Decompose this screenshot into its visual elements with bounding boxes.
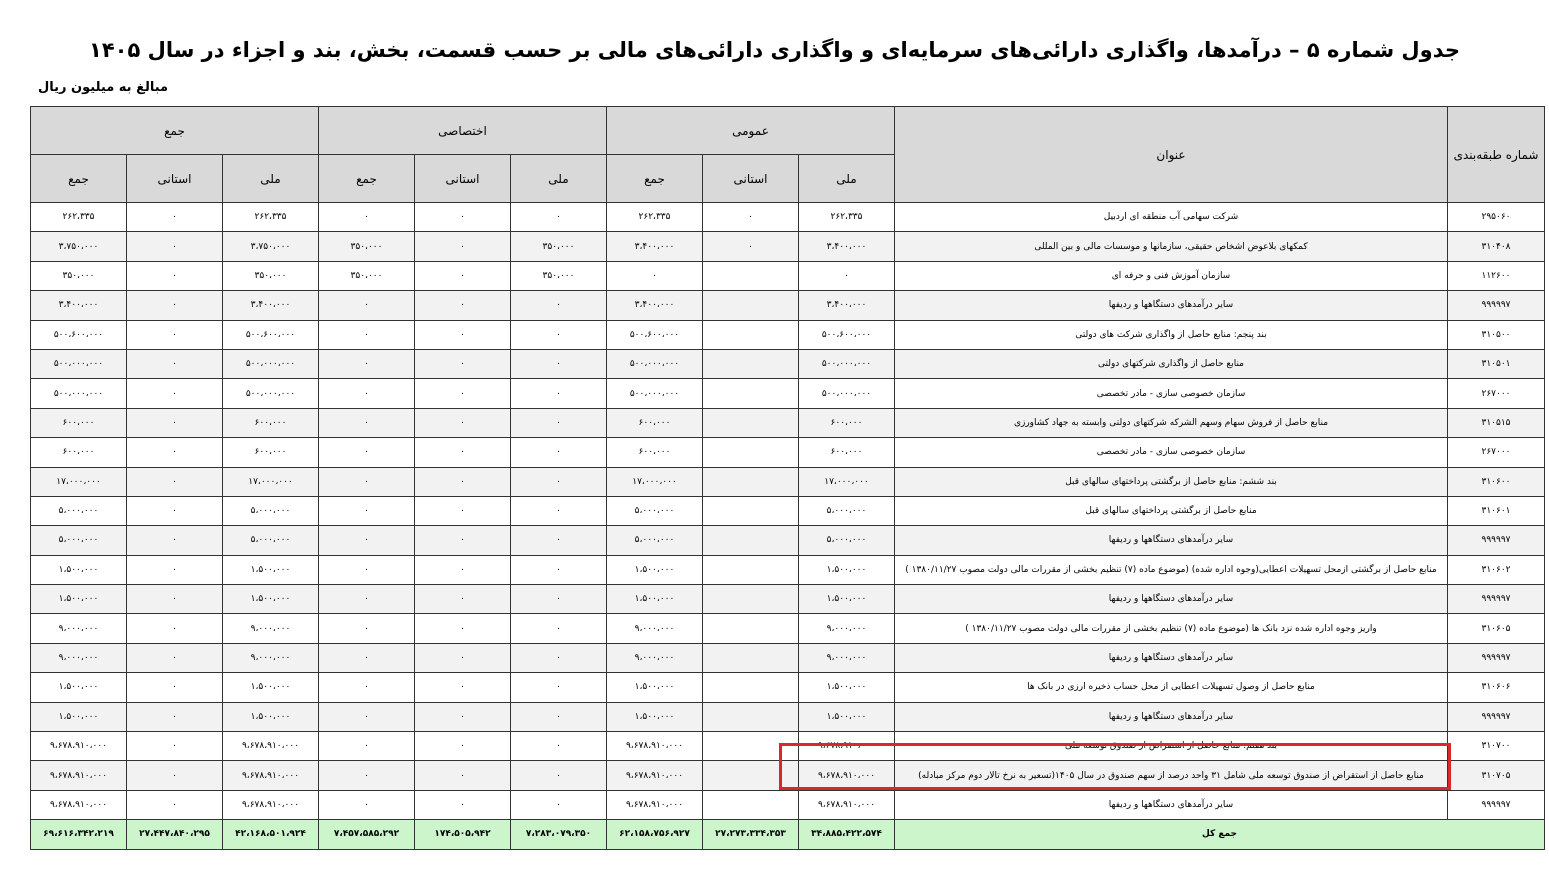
row-value: ۰ <box>703 232 799 261</box>
row-code: ۲۶۷۰۰۰ <box>1448 438 1545 467</box>
row-value: ۰ <box>127 585 223 614</box>
row-value: ۰ <box>511 379 607 408</box>
row-value: ۰ <box>511 203 607 232</box>
row-title: سایر درآمدهای دستگاهها و ردیفها <box>895 291 1448 320</box>
row-value: ۰ <box>607 261 703 290</box>
header-sub-total: جمع <box>31 155 127 203</box>
row-value: ۲۶۲،۳۳۵ <box>223 203 319 232</box>
row-value: ۳،۴۰۰،۰۰۰ <box>31 291 127 320</box>
row-value: ۱،۵۰۰،۰۰۰ <box>607 555 703 584</box>
row-value: ۱،۵۰۰،۰۰۰ <box>607 702 703 731</box>
table-row <box>31 467 1545 496</box>
row-value: ۵۰۰،۶۰۰،۰۰۰ <box>607 320 703 349</box>
row-value: ۰ <box>415 438 511 467</box>
header-group-total: جمع <box>31 107 319 155</box>
row-value: ۰ <box>511 467 607 496</box>
row-value: ۹،۰۰۰،۰۰۰ <box>223 614 319 643</box>
header-title: عنوان <box>895 107 1448 203</box>
row-value: ۰ <box>415 614 511 643</box>
row-value: ۹،۰۰۰،۰۰۰ <box>607 643 703 672</box>
table-row <box>31 761 1545 790</box>
row-code: ۳۱۰۶۰۱ <box>1448 496 1545 525</box>
row-value: ۹،۶۷۸،۹۱۰،۰۰۰ <box>607 732 703 761</box>
row-title: منابع حاصل از استقراض از صندوق توسعه ملی شامل ۳۱ واحد درصد از سهم صندوق در سال ۱۴۰۵(تسعیر به نرخ تالار دوم مرکز مبادله) <box>895 761 1448 790</box>
row-code: ۳۱۰۶۰۲ <box>1448 555 1545 584</box>
row-title: بند هفتم: منابع حاصل از استقراض از صندوق توسعه ملی <box>895 732 1448 761</box>
row-value: ۵،۰۰۰،۰۰۰ <box>223 526 319 555</box>
row-value: ۰ <box>319 291 415 320</box>
table-row <box>31 673 1545 702</box>
table-row <box>31 496 1545 525</box>
row-value: ۳۵۰،۰۰۰ <box>319 261 415 290</box>
row-value: ۳۵۰،۰۰۰ <box>223 261 319 290</box>
row-value: ۵،۰۰۰،۰۰۰ <box>799 496 895 525</box>
row-value: ۰ <box>319 408 415 437</box>
row-value: ۳،۴۰۰،۰۰۰ <box>799 232 895 261</box>
row-value: ۱،۵۰۰،۰۰۰ <box>799 585 895 614</box>
table-row <box>31 585 1545 614</box>
row-value <box>703 526 799 555</box>
table-row <box>31 438 1545 467</box>
row-value: ۰ <box>319 790 415 819</box>
row-value: ۶۰۰،۰۰۰ <box>31 408 127 437</box>
row-value: ۰ <box>511 702 607 731</box>
row-value: ۰ <box>319 496 415 525</box>
row-value: ۰ <box>415 585 511 614</box>
row-value: ۰ <box>703 203 799 232</box>
row-value: ۵۰۰،۰۰۰،۰۰۰ <box>799 379 895 408</box>
table-row <box>31 232 1545 261</box>
row-value: ۰ <box>415 761 511 790</box>
total-value: ۷،۴۵۷،۵۸۵،۲۹۲ <box>319 820 415 849</box>
total-value: ۳۴،۸۸۵،۴۲۲،۵۷۴ <box>799 820 895 849</box>
row-value: ۰ <box>319 673 415 702</box>
page-title: جدول شماره ۵ – درآمدها، واگذاری دارائی‌های سرمایه‌ای و واگذاری دارائی‌های مالی بر حسب قسمت، بخش، بند و اجزاء در سال ۱۴۰۵ <box>89 38 1460 62</box>
table-row <box>31 291 1545 320</box>
total-value: ۶۲،۱۵۸،۷۵۶،۹۲۷ <box>607 820 703 849</box>
row-value: ۰ <box>511 349 607 378</box>
row-title: سازمان خصوصی سازی - مادر تخصصی <box>895 379 1448 408</box>
row-value: ۲۶۲،۳۳۵ <box>799 203 895 232</box>
row-value: ۳۵۰،۰۰۰ <box>31 261 127 290</box>
table-row <box>31 379 1545 408</box>
header-sub-national: ملی <box>223 155 319 203</box>
row-value: ۰ <box>127 555 223 584</box>
row-value: ۱،۵۰۰،۰۰۰ <box>799 702 895 731</box>
row-value: ۱۷،۰۰۰،۰۰۰ <box>31 467 127 496</box>
row-value: ۰ <box>511 673 607 702</box>
row-value: ۵۰۰،۰۰۰،۰۰۰ <box>799 349 895 378</box>
total-row <box>31 820 1545 849</box>
row-title: منابع حاصل از برگشتی ازمحل تسهیلات اعطایی(وجوه اداره شده) (موضوع ماده (۷) تنظیم بخشی از مقررات مالی دولت مصوب ۱۳۸۰/۱۱/۲۷ ) <box>895 555 1448 584</box>
row-value: ۰ <box>127 496 223 525</box>
row-title: بند پنجم: منابع حاصل از واگذاری شرکت های دولتی <box>895 320 1448 349</box>
row-value: ۰ <box>319 555 415 584</box>
row-value: ۰ <box>127 232 223 261</box>
row-value: ۰ <box>511 555 607 584</box>
row-value: ۵۰۰،۰۰۰،۰۰۰ <box>223 349 319 378</box>
row-value: ۰ <box>511 526 607 555</box>
row-value: ۰ <box>415 790 511 819</box>
row-value: ۰ <box>127 408 223 437</box>
row-value: ۰ <box>415 349 511 378</box>
row-value: ۰ <box>511 320 607 349</box>
row-value: ۹،۶۷۸،۹۱۰،۰۰۰ <box>223 761 319 790</box>
row-value: ۰ <box>127 702 223 731</box>
row-title: سایر درآمدهای دستگاهها و ردیفها <box>895 526 1448 555</box>
row-value: ۰ <box>319 320 415 349</box>
row-value: ۰ <box>511 761 607 790</box>
row-value: ۹،۶۷۸،۹۱۰،۰۰۰ <box>799 761 895 790</box>
row-value: ۰ <box>319 702 415 731</box>
row-code: ۲۶۷۰۰۰ <box>1448 379 1545 408</box>
row-value: ۲۶۲،۳۳۵ <box>31 203 127 232</box>
row-value: ۰ <box>319 761 415 790</box>
row-value: ۹،۶۷۸،۹۱۰،۰۰۰ <box>607 761 703 790</box>
row-value: ۰ <box>415 555 511 584</box>
row-value: ۰ <box>415 467 511 496</box>
row-value: ۹،۶۷۸،۹۱۰،۰۰۰ <box>31 732 127 761</box>
row-value: ۰ <box>319 585 415 614</box>
row-value <box>703 585 799 614</box>
table-row <box>31 349 1545 378</box>
total-value: ۲۷،۲۷۳،۳۳۴،۳۵۳ <box>703 820 799 849</box>
row-value: ۰ <box>127 526 223 555</box>
row-value <box>703 379 799 408</box>
row-value: ۶۰۰،۰۰۰ <box>799 438 895 467</box>
row-title: منابع حاصل از وصول تسهیلات اعطایی از محل حساب ذخیره ارزی در بانک ها <box>895 673 1448 702</box>
row-value: ۱،۵۰۰،۰۰۰ <box>223 673 319 702</box>
table-row <box>31 555 1545 584</box>
row-value: ۳،۴۰۰،۰۰۰ <box>607 232 703 261</box>
row-value: ۳،۴۰۰،۰۰۰ <box>799 291 895 320</box>
row-title: منابع حاصل از واگذاری شرکتهای دولتی <box>895 349 1448 378</box>
budget-table <box>30 106 1545 850</box>
header-sub-provincial: استانی <box>703 155 799 203</box>
row-value: ۳۵۰،۰۰۰ <box>511 261 607 290</box>
total-value: ۱۷۴،۵۰۵،۹۴۲ <box>415 820 511 849</box>
row-value: ۰ <box>319 438 415 467</box>
total-value: ۶۹،۶۱۶،۳۴۲،۲۱۹ <box>31 820 127 849</box>
row-code: ۳۱۰۶۰۰ <box>1448 467 1545 496</box>
row-value: ۵۰۰،۰۰۰،۰۰۰ <box>31 379 127 408</box>
row-value: ۰ <box>511 496 607 525</box>
row-value: ۱،۵۰۰،۰۰۰ <box>31 585 127 614</box>
row-value <box>703 673 799 702</box>
row-code: ۳۱۰۶۰۵ <box>1448 614 1545 643</box>
row-value: ۱،۵۰۰،۰۰۰ <box>223 555 319 584</box>
row-code: ۳۱۰۶۰۶ <box>1448 673 1545 702</box>
row-value: ۹،۰۰۰،۰۰۰ <box>799 614 895 643</box>
header-code: شماره طبقه‌بندی <box>1448 107 1545 203</box>
row-value: ۰ <box>415 673 511 702</box>
row-code: ۹۹۹۹۹۷ <box>1448 291 1545 320</box>
row-code: ۳۱۰۷۰۰ <box>1448 732 1545 761</box>
row-value: ۰ <box>127 203 223 232</box>
row-value: ۶۰۰،۰۰۰ <box>607 438 703 467</box>
row-value: ۰ <box>127 379 223 408</box>
row-value: ۱۷،۰۰۰،۰۰۰ <box>607 467 703 496</box>
row-code: ۳۱۰۵۰۰ <box>1448 320 1545 349</box>
row-value: ۰ <box>511 614 607 643</box>
row-value <box>703 496 799 525</box>
row-value: ۰ <box>127 732 223 761</box>
row-value: ۱،۵۰۰،۰۰۰ <box>31 702 127 731</box>
row-value: ۹،۰۰۰،۰۰۰ <box>607 614 703 643</box>
row-value: ۰ <box>319 203 415 232</box>
table-row <box>31 320 1545 349</box>
row-value: ۰ <box>319 467 415 496</box>
header-sub-provincial: استانی <box>127 155 223 203</box>
row-value: ۹،۰۰۰،۰۰۰ <box>223 643 319 672</box>
table-row <box>31 203 1545 232</box>
unit-note: مبالغ به میلیون ریال <box>38 80 169 95</box>
row-value: ۰ <box>415 526 511 555</box>
row-value: ۱۷،۰۰۰،۰۰۰ <box>223 467 319 496</box>
table-row <box>31 261 1545 290</box>
row-value <box>703 643 799 672</box>
row-value: ۰ <box>415 643 511 672</box>
row-value: ۶۰۰،۰۰۰ <box>799 408 895 437</box>
row-value: ۰ <box>415 232 511 261</box>
table-row <box>31 408 1545 437</box>
row-code: ۳۱۰۵۰۱ <box>1448 349 1545 378</box>
table-row <box>31 702 1545 731</box>
row-code: ۲۹۵۰۶۰ <box>1448 203 1545 232</box>
row-code: ۳۱۰۵۱۵ <box>1448 408 1545 437</box>
row-value <box>703 408 799 437</box>
row-value: ۵۰۰،۶۰۰،۰۰۰ <box>31 320 127 349</box>
row-code: ۳۱۰۷۰۵ <box>1448 761 1545 790</box>
row-value: ۱۷،۰۰۰،۰۰۰ <box>799 467 895 496</box>
row-value: ۰ <box>127 320 223 349</box>
row-value: ۹،۶۷۸،۹۱۰،۰۰۰ <box>607 790 703 819</box>
row-value: ۳،۴۰۰،۰۰۰ <box>607 291 703 320</box>
table-row <box>31 526 1545 555</box>
table-row <box>31 643 1545 672</box>
row-title: سایر درآمدهای دستگاهها و ردیفها <box>895 585 1448 614</box>
row-value: ۵۰۰،۶۰۰،۰۰۰ <box>799 320 895 349</box>
row-value: ۰ <box>415 732 511 761</box>
row-title: سازمان آموزش فنی و حرفه ای <box>895 261 1448 290</box>
row-code: ۱۱۲۶۰۰ <box>1448 261 1545 290</box>
row-value: ۳۵۰،۰۰۰ <box>511 232 607 261</box>
row-value: ۰ <box>127 438 223 467</box>
row-title: منابع حاصل از فروش سهام وسهم الشرکه شرکتهای دولتی وابسته به جهاد کشاورزی <box>895 408 1448 437</box>
row-title: بند ششم: منابع حاصل از برگشتی پرداختهای سالهای قبل <box>895 467 1448 496</box>
row-value: ۹،۶۷۸،۹۱۰،۰۰۰ <box>31 761 127 790</box>
table-row <box>31 614 1545 643</box>
row-value: ۳،۷۵۰،۰۰۰ <box>223 232 319 261</box>
row-value: ۰ <box>511 790 607 819</box>
row-value: ۵،۰۰۰،۰۰۰ <box>607 526 703 555</box>
row-value: ۵۰۰،۰۰۰،۰۰۰ <box>607 379 703 408</box>
row-value <box>703 467 799 496</box>
table-row <box>31 732 1545 761</box>
row-value <box>703 349 799 378</box>
row-value <box>703 761 799 790</box>
row-value: ۰ <box>127 761 223 790</box>
row-value: ۶۰۰،۰۰۰ <box>31 438 127 467</box>
row-title: کمکهای بلاعوض اشخاص حقیقی، سازمانها و موسسات مالی و بین المللی <box>895 232 1448 261</box>
row-title: سایر درآمدهای دستگاهها و ردیفها <box>895 702 1448 731</box>
row-value: ۳،۴۰۰،۰۰۰ <box>223 291 319 320</box>
row-value: ۹،۰۰۰،۰۰۰ <box>31 614 127 643</box>
row-code: ۹۹۹۹۹۷ <box>1448 790 1545 819</box>
row-value: ۵۰۰،۶۰۰،۰۰۰ <box>223 320 319 349</box>
header-sub-national: ملی <box>511 155 607 203</box>
row-value: ۲۶۲،۳۳۵ <box>607 203 703 232</box>
row-value <box>703 790 799 819</box>
row-value: ۰ <box>127 291 223 320</box>
row-value: ۶۰۰،۰۰۰ <box>223 438 319 467</box>
row-title: منابع حاصل از برگشتی پرداختهای سالهای قبل <box>895 496 1448 525</box>
row-title: سایر درآمدهای دستگاهها و ردیفها <box>895 643 1448 672</box>
row-value: ۹،۶۷۸،۹۱۰،۰۰۰ <box>799 790 895 819</box>
row-value: ۰ <box>127 467 223 496</box>
row-value: ۹،۰۰۰،۰۰۰ <box>31 643 127 672</box>
row-value: ۰ <box>415 320 511 349</box>
row-value <box>703 438 799 467</box>
row-value: ۳۵۰،۰۰۰ <box>319 232 415 261</box>
row-value: ۱،۵۰۰،۰۰۰ <box>31 673 127 702</box>
row-value: ۰ <box>799 261 895 290</box>
row-value: ۰ <box>415 379 511 408</box>
row-value: ۰ <box>127 643 223 672</box>
row-value: ۶۰۰،۰۰۰ <box>607 408 703 437</box>
header-group-public: عمومی <box>607 107 895 155</box>
total-value: ۷،۲۸۳،۰۷۹،۳۵۰ <box>511 820 607 849</box>
header-group-dedicated: اختصاصی <box>319 107 607 155</box>
row-title: سایر درآمدهای دستگاهها و ردیفها <box>895 790 1448 819</box>
row-title: واریز وجوه اداره شده نزد بانک ها (موضوع ماده (۷) تنظیم بخشی از مقررات مالی دولت مصوب ۱۳۸۰/۱۱/۲۷ ) <box>895 614 1448 643</box>
row-value: ۵۰۰،۰۰۰،۰۰۰ <box>31 349 127 378</box>
total-value: ۴۲،۱۶۸،۵۰۱،۹۲۴ <box>223 820 319 849</box>
row-value: ۰ <box>415 291 511 320</box>
row-value: ۰ <box>511 291 607 320</box>
row-value: ۵،۰۰۰،۰۰۰ <box>223 496 319 525</box>
row-value: ۵،۰۰۰،۰۰۰ <box>31 496 127 525</box>
row-value: ۰ <box>319 349 415 378</box>
row-value: ۹،۶۷۸،۹۱۰،۰۰۰ <box>799 732 895 761</box>
row-value: ۹،۶۷۸،۹۱۰،۰۰۰ <box>223 790 319 819</box>
row-value: ۵۰۰،۰۰۰،۰۰۰ <box>223 379 319 408</box>
row-value: ۶۰۰،۰۰۰ <box>223 408 319 437</box>
total-value: ۲۷،۴۴۷،۸۴۰،۲۹۵ <box>127 820 223 849</box>
row-value <box>703 291 799 320</box>
row-value: ۹،۰۰۰،۰۰۰ <box>799 643 895 672</box>
row-value: ۰ <box>511 732 607 761</box>
row-value: ۰ <box>415 408 511 437</box>
total-label: جمع کل <box>895 820 1545 849</box>
row-value <box>703 614 799 643</box>
row-value: ۰ <box>127 349 223 378</box>
row-value: ۰ <box>319 732 415 761</box>
row-code: ۳۱۰۴۰۸ <box>1448 232 1545 261</box>
row-value: ۰ <box>415 261 511 290</box>
row-value: ۱،۵۰۰،۰۰۰ <box>799 673 895 702</box>
row-value: ۹،۶۷۸،۹۱۰،۰۰۰ <box>31 790 127 819</box>
header-sub-national: ملی <box>799 155 895 203</box>
row-value <box>703 702 799 731</box>
row-value: ۰ <box>127 261 223 290</box>
header-sub-total: جمع <box>319 155 415 203</box>
row-value: ۱،۵۰۰،۰۰۰ <box>607 585 703 614</box>
row-value: ۰ <box>511 438 607 467</box>
row-value: ۵۰۰،۰۰۰،۰۰۰ <box>607 349 703 378</box>
row-value: ۱،۵۰۰،۰۰۰ <box>31 555 127 584</box>
row-value: ۰ <box>127 614 223 643</box>
row-value: ۵،۰۰۰،۰۰۰ <box>607 496 703 525</box>
row-value: ۳،۷۵۰،۰۰۰ <box>31 232 127 261</box>
row-value: ۰ <box>415 702 511 731</box>
row-value: ۰ <box>319 379 415 408</box>
row-value: ۱،۵۰۰،۰۰۰ <box>607 673 703 702</box>
row-value: ۰ <box>511 585 607 614</box>
row-value: ۰ <box>511 643 607 672</box>
row-value: ۵،۰۰۰،۰۰۰ <box>799 526 895 555</box>
row-value: ۱،۵۰۰،۰۰۰ <box>223 585 319 614</box>
row-value: ۰ <box>415 203 511 232</box>
table-row <box>31 790 1545 819</box>
row-value: ۰ <box>319 643 415 672</box>
row-value <box>703 555 799 584</box>
row-value <box>703 320 799 349</box>
row-value: ۰ <box>127 790 223 819</box>
row-value: ۰ <box>319 526 415 555</box>
header-sub-total: جمع <box>607 155 703 203</box>
row-code: ۹۹۹۹۹۷ <box>1448 643 1545 672</box>
row-value <box>703 732 799 761</box>
row-code: ۹۹۹۹۹۷ <box>1448 702 1545 731</box>
row-code: ۹۹۹۹۹۷ <box>1448 585 1545 614</box>
row-value: ۱،۵۰۰،۰۰۰ <box>223 702 319 731</box>
header-sub-provincial: استانی <box>415 155 511 203</box>
row-value: ۰ <box>415 496 511 525</box>
row-title: سازمان خصوصی سازی - مادر تخصصی <box>895 438 1448 467</box>
row-value: ۹،۶۷۸،۹۱۰،۰۰۰ <box>223 732 319 761</box>
row-title: شرکت سهامی آب منطقه ای اردبیل <box>895 203 1448 232</box>
row-value: ۰ <box>319 614 415 643</box>
row-value <box>703 261 799 290</box>
row-value: ۰ <box>127 673 223 702</box>
row-value: ۰ <box>511 408 607 437</box>
row-code: ۹۹۹۹۹۷ <box>1448 526 1545 555</box>
row-value: ۱،۵۰۰،۰۰۰ <box>799 555 895 584</box>
row-value: ۵،۰۰۰،۰۰۰ <box>31 526 127 555</box>
